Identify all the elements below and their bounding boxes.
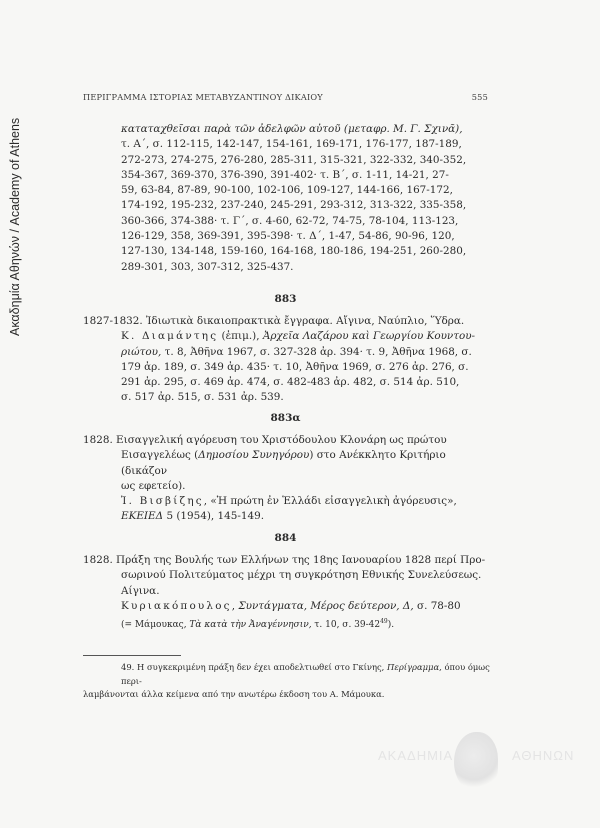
text-span: Τὰ κατὰ τὴν Ἀναγέννησιν,	[189, 620, 312, 631]
footnote-divider	[83, 655, 181, 656]
text-line: 126-129, 358, 369-391, 395-398· τ. Δ΄, 1-47, 54-86, 90-96, 120,	[121, 230, 455, 243]
text-span: ) στο Ανέκκλητο Κριτήριο (δικάζον	[121, 449, 446, 477]
text-line	[83, 614, 488, 633]
text-span: ).	[387, 620, 395, 631]
text-span: (= Μάμουκας,	[121, 620, 190, 631]
side-label-text: Ακαδημία Αθηνών / Academy of Athens	[8, 117, 22, 336]
entry-number-883a: 883α	[270, 412, 301, 424]
text-line: 291 ἀρ. 295, σ. 469 ἀρ. 474, σ. 482-483 ἀρ. 482, σ. 514 ἀρ. 510,	[121, 376, 460, 389]
text-line: 360-366, 374-388· τ. Γ΄, σ. 4-60, 62-72, 74-75, 78-104, 113-123,	[121, 214, 459, 227]
text-span: σ. 78-80	[413, 599, 461, 612]
text-line	[83, 345, 488, 360]
text-line: 1828. Εισαγγελική αγόρευση του Χριστόδουλου Κλονάρη ως πρώτου	[83, 434, 447, 446]
text-line: 272-273, 274-275, 276-280, 285-311, 315-321, 322-332, 340-352,	[121, 153, 467, 166]
entry-883a	[83, 433, 488, 525]
footnote-line	[83, 661, 493, 688]
text-line	[83, 494, 488, 509]
text-line: 174-192, 195-232, 237-240, 245-291, 293-312, 313-322, 335-358,	[121, 199, 467, 212]
entry-number-883: 883	[274, 293, 297, 305]
text-line: τ. Α΄, σ. 112-115, 142-147, 154-161, 169-171, 176-177, 187-189,	[121, 138, 462, 151]
page-number: 555	[471, 92, 488, 102]
work-title: Συντάγματα, Μέρος δεύτερον, Δ,	[238, 599, 414, 612]
text-line: σωρινού Πολιτεύματος μέχρι τη συγκρότηση Εθνικής Συνελεύσεως.	[121, 569, 482, 582]
continuation-block	[83, 122, 488, 275]
text-span: 5 (1954), 145-149.	[163, 510, 264, 523]
text-line: 59, 63-84, 87-89, 90-100, 102-106, 109-127, 144-166, 167-172,	[121, 184, 453, 197]
watermark-text-right: ΑΘΗΝΩΝ	[512, 748, 575, 763]
text-span: Περίγραμμα,	[387, 662, 442, 672]
text-line: 289-301, 303, 307-312, 325-437.	[121, 260, 294, 273]
text-line: καταταχθεῖσαι παρὰ τῶν ἀδελφῶν αὐτοῦ (μεταφρ. Μ. Γ. Σχινᾶ),	[121, 123, 463, 135]
text-line: Αίγινα.	[121, 584, 160, 597]
text-line: 179 ἀρ. 189, σ. 349 ἀρ. 435· τ. 10, Ἀθῆνα 1969, σ. 276 ἀρ. 276, σ.	[121, 360, 469, 373]
footnote-line: λαμβάνονται άλλα κείμενα από την ανωτέρω έκδοση του Α. Μάμουκα.	[83, 689, 385, 699]
footnote	[83, 661, 493, 702]
text-line	[83, 448, 488, 479]
entry-883	[83, 314, 488, 406]
text-span: ,	[231, 599, 239, 612]
text-span: τ. 8, Ἀθῆνα 1967, σ. 327-328 ἀρ. 394· τ. 9, Ἀθῆνα 1968, σ.	[161, 345, 472, 358]
text-line: 354-367, 369-370, 376-390, 391-402· τ. Β΄, σ. 1-11, 14-21, 27-	[121, 168, 449, 181]
author-name: Κυριακόπουλος	[121, 599, 232, 612]
author-name: Ἰ. Βισβίζης	[121, 495, 204, 508]
author-name: Κ. Διαμάντης	[121, 330, 219, 343]
athena-head-icon	[454, 732, 498, 792]
text-line: 1827-1832. Ἰδιωτικὰ δικαιοπρακτικὰ ἔγγραφα. Αἴγινα, Ναύπλιο, Ὕδρα.	[83, 315, 465, 327]
text-line: 127-130, 134-148, 159-160, 164-168, 180-186, 194-251, 260-280,	[121, 245, 467, 258]
work-title: Ἀρχεῖα Λαζάρου καὶ Γεωργίου Κουντου-	[262, 330, 476, 343]
text-line: ως εφετείο).	[121, 479, 186, 492]
text-line: σ. 517 ἀρ. 515, σ. 531 ἀρ. 539.	[121, 391, 284, 404]
header-title: ΠΕΡΙΓΡΑΜΜΑ ΙΣΤΟΡΙΑΣ ΜΕΤΑΒΥΖΑΝΤΙΝΟΥ ΔΙΚΑΙΟΥ	[83, 92, 323, 102]
text-span: Δημοσίου Συνηγόρου	[198, 449, 310, 462]
running-header	[83, 92, 488, 102]
entry-884	[83, 553, 488, 633]
text-span: όπου όμως περι-	[121, 662, 490, 686]
work-title: ριώτου,	[121, 345, 162, 358]
journal-name: ΕΚΕΙΕΔ	[121, 510, 164, 523]
text-span: (ἐπιμ.),	[218, 330, 263, 343]
text-span: 49. Η συγκεκριμένη πράξη δεν έχει αποδελτιωθεί στο Γκίνης,	[121, 662, 388, 672]
archive-side-label	[6, 30, 28, 350]
text-span: Εισαγγελέως (	[121, 449, 199, 462]
footnote-marker: 49	[380, 618, 388, 626]
text-line	[83, 599, 488, 614]
text-span: , «Ἡ πρώτη ἐν Ἑλλάδι εἰσαγγελικὴ ἀγόρευσις»,	[203, 495, 457, 508]
text-line: 1828. Πράξη της Βουλής των Ελλήνων της 18ης Ιανουαρίου 1828 περί Προ-	[83, 554, 486, 566]
entry-number-884: 884	[274, 532, 297, 544]
text-line	[83, 509, 488, 524]
text-line	[83, 329, 488, 344]
watermark-text-left: ΑΚΑΔΗΜΙΑ	[378, 748, 454, 763]
academy-watermark	[362, 740, 582, 798]
text-span: τ. 10, σ. 39-42	[311, 620, 381, 631]
